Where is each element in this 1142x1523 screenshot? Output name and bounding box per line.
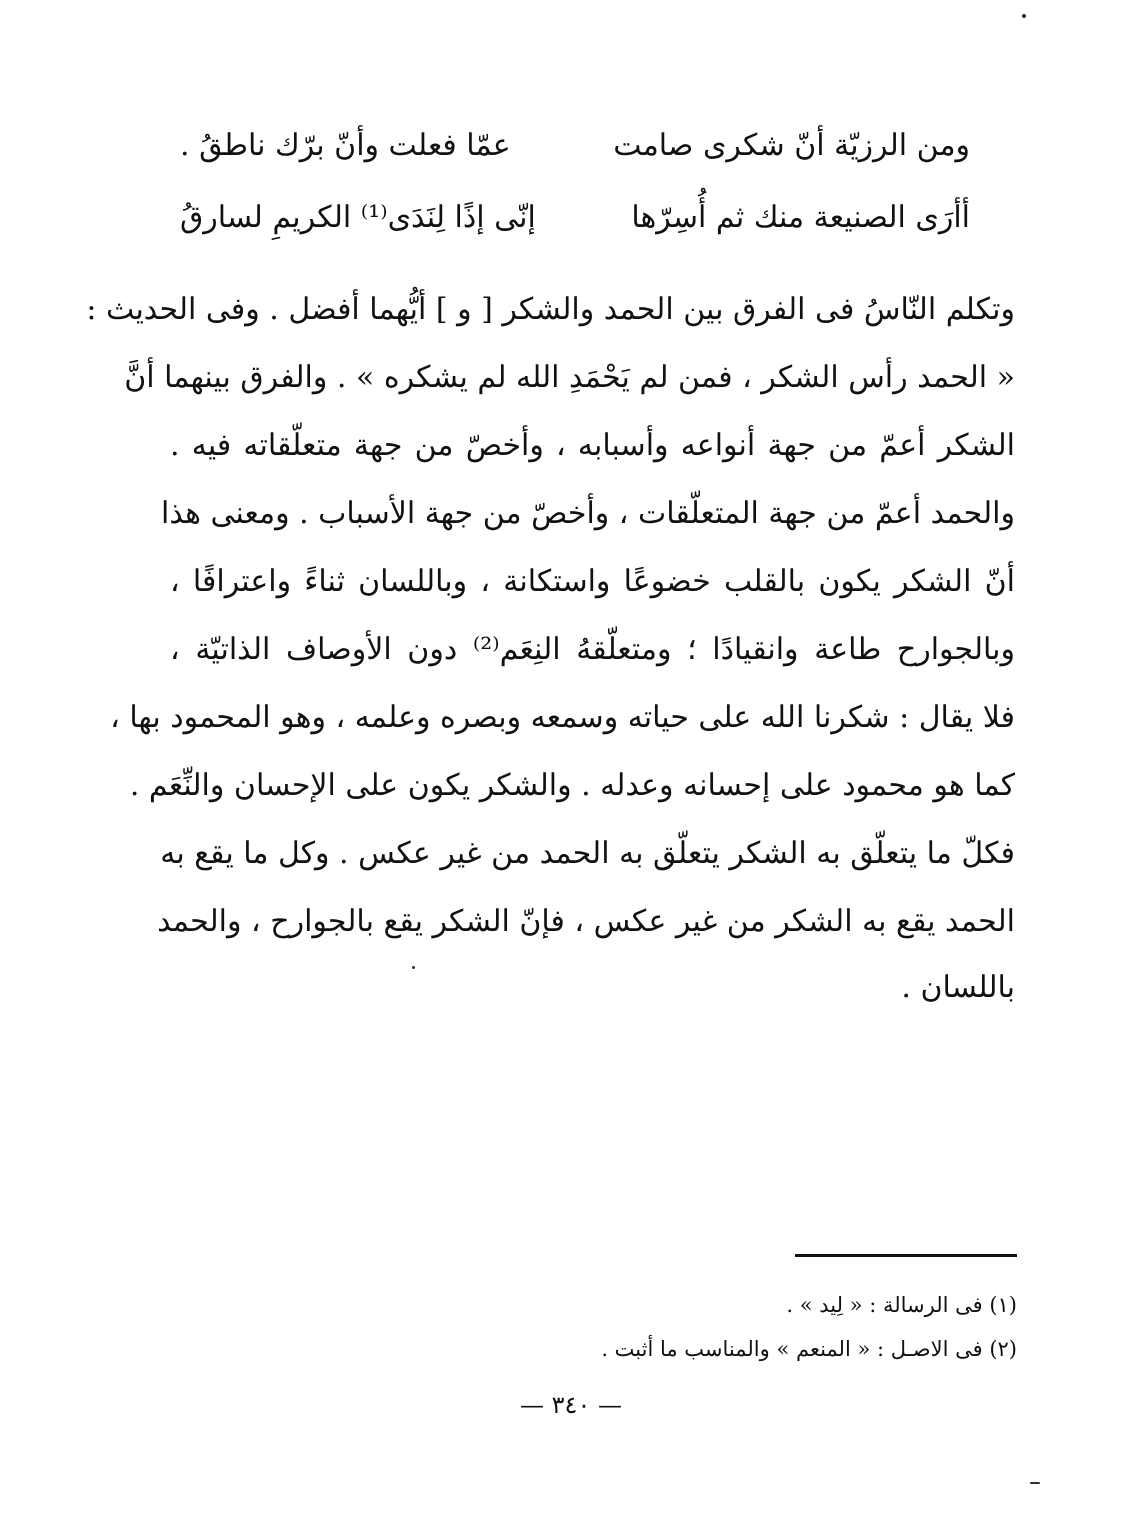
paragraph-line-1: وتكلم النّاسُ فى الفرق بين الحمد والشكر [ و ] أيُّهما أفضل . وفى الحديث : — [86, 292, 1015, 327]
paragraph-line-5: أنّ الشكر يكون بالقلب خضوعًا واستكانة ، وباللسان ثناءً واعترافًا ، — [170, 564, 1015, 599]
verse-line-1 — [180, 126, 970, 166]
paragraph-line-9: فكلّ ما يتعلّق به الشكر يتعلّق به الحمد من غير عكس . وكل ما يقع به — [160, 836, 1015, 871]
verse-1-first-hemistich: ومن الرزيّة أنّ شكرى صامت — [613, 128, 970, 163]
footnote-separator — [795, 1254, 1017, 1257]
scan-speck — [412, 966, 415, 969]
verse-2-second-hemistich: إنّى إذًا لِنَدَى⁽¹⁾ الكريمِ لسارقُ — [180, 200, 536, 235]
verse-1-second-hemistich: عمّا فعلت وأنّ برّك ناطقُ . — [180, 128, 511, 163]
paragraph-line-7: فلا يقال : شكرنا الله على حياته وسمعه وبصره وعلمه ، وهو المحمود بها ، — [110, 700, 1015, 735]
footnote-1: (١) فى الرسالة : « لِيد » . — [786, 1293, 1017, 1317]
paragraph-line-3: الشكر أعمّ من جهة أنواعه وأسبابه ، وأخصّ من جهة متعلّقاته فيه . — [170, 428, 1015, 463]
verse-2-first-hemistich: أأرَى الصنيعة منك ثم أُسِرّها — [631, 200, 970, 235]
paragraph-line-4: والحمد أعمّ من جهة المتعلّقات ، وأخصّ من جهة الأسباب . ومعنى هذا — [161, 496, 1015, 531]
paragraph-line-2: « الحمد رأس الشكر ، فمن لم يَحْمَدِ الله لم يشكره » . والفرق بينهما أنَّ — [124, 360, 1015, 395]
verse-line-2 — [180, 198, 970, 238]
page-number: — ٣٤٠ — — [520, 1391, 622, 1419]
paragraph-line-8: كما هو محمود على إحسانه وعدله . والشكر يكون على الإحسان والنِّعَم . — [129, 768, 1015, 803]
paragraph-line-6: وبالجوارح طاعة وانقيادًا ؛ ومتعلّقهُ النِعَم⁽²⁾ دون الأوصاف الذاتيّة ، — [170, 632, 1016, 667]
scan-speck — [1030, 1482, 1040, 1484]
paragraph-line-11: باللسان . — [901, 970, 1015, 1005]
footnote-2: (٢) فى الاصـل : « المنعم » والمناسب ما أثبت . — [601, 1337, 1017, 1361]
paragraph-line-10: الحمد يقع به الشكر من غير عكس ، فإنّ الشكر يقع بالجوارح ، والحمد — [157, 904, 1015, 939]
scan-speck — [1022, 14, 1026, 18]
